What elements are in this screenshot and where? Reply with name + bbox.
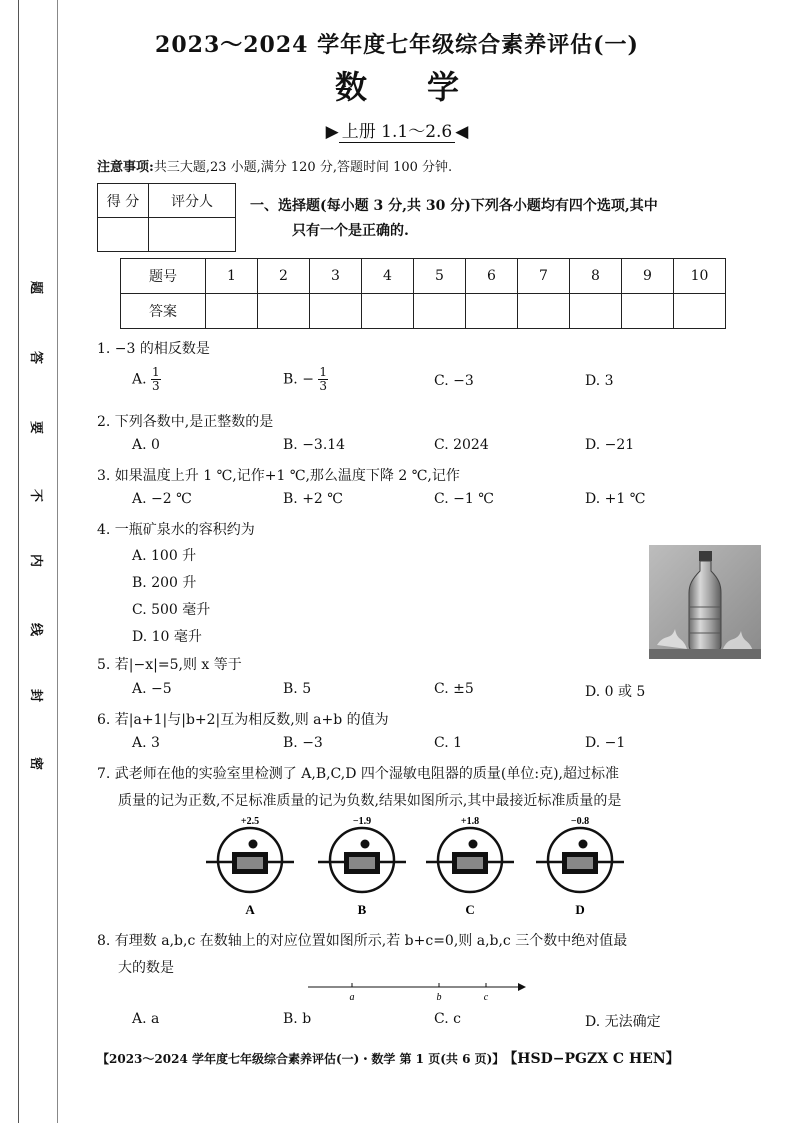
sensor-label: D [575,902,585,917]
sensor-d [536,816,624,917]
answer-cell[interactable] [674,294,726,329]
number-line [300,975,530,1005]
question-number: 9 [622,259,674,294]
binding-line-outer [18,0,19,1123]
question-8-stem-line1: 8. 有理数 a,b,c 在数轴上的对应位置如图所示,若 b+c=0,则 a,b,c 三个数中绝对值最 [97,933,628,949]
binding-line-inner [57,0,58,1123]
question-3-option-b: B. +2 ℃ [283,491,343,507]
answer-cell[interactable] [362,294,414,329]
question-3-option-d: D. +1 ℃ [585,491,646,507]
question-1-option-a: A. $\frac{1}{3}$ [132,365,160,393]
grader-label: 评分人 [149,184,236,218]
question-8-option-b: B. b [283,1011,312,1027]
question-5-option-a: A. −5 [132,681,172,697]
answer-cell[interactable] [414,294,466,329]
question-number: 8 [570,259,622,294]
sensor-label: B [357,902,367,917]
question-7-stem-line1: 7. 武老师在他的实验室里检测了 A,B,C,D 四个湿敏电阻器的质量(单位:克),超过标准 [97,766,619,782]
question-number: 7 [518,259,570,294]
fraction: $\frac{1}{3}$ [319,365,328,393]
question-6-option-d: D. −1 [585,735,626,751]
answer-cell[interactable] [310,294,362,329]
question-6-option-c: C. 1 [434,735,463,751]
section-1-heading [250,194,750,244]
side-char: 密 [28,756,44,771]
sensor-c [426,816,514,917]
question-6-option-a: A. 3 [132,735,160,751]
grader-cell[interactable] [149,218,236,252]
question-2-option-c: C. 2024 [434,437,489,453]
question-number: 2 [258,259,310,294]
label-b: b [436,992,442,1003]
question-4-option-d: D. 10 毫升 [132,629,202,645]
answer-cell[interactable] [518,294,570,329]
question-5-option-c: C. ±5 [434,681,474,697]
side-char: 要 [28,420,44,435]
side-char: 答 [28,350,44,365]
subject-title: 数学 [334,68,519,106]
question-1-option-b: B. − $\frac{1}{3}$ [283,365,328,393]
water-bottle-image [649,545,761,659]
question-6-stem: 6. 若|a+1|与|b+2|互为相反数,则 a+b 的值为 [97,712,389,728]
question-4-option-b: B. 200 升 [132,575,197,591]
section-1-line1: 一、选择题(每小题 3 分,共 30 分)下列各小题均有四个选项,其中 [250,198,658,214]
sensor-figure [196,812,636,922]
score-label: 得 分 [98,184,149,218]
score-cell[interactable] [98,218,149,252]
question-8-option-c: C. c [434,1011,461,1027]
question-8-stem-line2: 大的数是 [118,960,174,976]
sensor-a [206,816,294,917]
side-char: 不 [28,488,44,503]
score-table [97,183,236,252]
question-4-option-c: C. 500 毫升 [132,602,211,618]
chapter-range-text: 上册 1.1～2.6 [339,122,455,143]
question-4-option-a: A. 100 升 [132,548,197,564]
question-3-option-c: C. −1 ℃ [434,491,494,507]
page-title: 2023～2024 学年度七年级综合素养评估(一) [155,32,639,58]
notice-text: 共三大题,23 小题,满分 120 分,答题时间 100 分钟. [153,160,453,175]
question-2-option-b: B. −3.14 [283,437,346,453]
sensor-value: −0.8 [570,816,590,827]
answer-cell[interactable] [206,294,258,329]
question-5-stem: 5. 若|−x|=5,则 x 等于 [97,657,242,673]
answer-cell[interactable] [570,294,622,329]
sensor-value: +1.8 [460,816,480,827]
sensor-value: −1.9 [352,816,372,827]
side-char: 内 [28,553,44,568]
question-number: 5 [414,259,466,294]
question-4-stem: 4. 一瓶矿泉水的容积约为 [97,522,255,538]
section-1-line2: 只有一个是正确的. [292,223,409,239]
sensor-value: +2.5 [240,816,260,827]
fraction: $\frac{1}{3}$ [152,365,160,393]
question-2-stem: 2. 下列各数中,是正整数的是 [97,414,274,430]
label-a: a [349,992,355,1003]
notice-label: 注意事项: [97,160,154,175]
question-2-option-a: A. 0 [132,437,160,453]
arrow-right-icon [518,983,526,991]
answer-table [120,258,726,329]
question-8-option-d: D. 无法确定 [585,1014,661,1030]
label-c: c [483,992,489,1003]
answer-table-answer-label: 答案 [121,294,206,329]
question-number: 1 [206,259,258,294]
question-1-option-c: C. −3 [434,373,474,389]
question-1-option-d: D. 3 [585,373,614,389]
side-char: 封 [28,688,44,703]
footer-code: 【HSD−PGZX C HEN】 [510,1051,680,1067]
question-5-option-d: D. 0 或 5 [585,684,646,700]
question-3-option-a: A. −2 ℃ [132,491,192,507]
question-number: 4 [362,259,414,294]
side-char: 线 [28,622,44,637]
side-char: 题 [28,280,44,295]
page-footer [97,1048,680,1068]
question-6-option-b: B. −3 [283,735,323,751]
question-2-option-d: D. −21 [585,437,635,453]
answer-cell[interactable] [622,294,674,329]
answer-cell[interactable] [466,294,518,329]
answer-cell[interactable] [258,294,310,329]
question-1-stem: 1. −3 的相反数是 [97,341,210,357]
sensor-label: A [245,902,255,917]
question-8-option-a: A. a [132,1011,160,1027]
question-3-stem: 3. 如果温度上升 1 ℃,记作+1 ℃,那么温度下降 2 ℃,记作 [97,468,460,484]
answer-table-header-label: 题号 [121,259,206,294]
sensor-b [318,816,406,917]
question-number: 6 [466,259,518,294]
question-7-stem-line2: 质量的记为正数,不足标准质量的记为负数,结果如图所示,其中最接近标准质量的是 [118,793,622,809]
question-number: 3 [310,259,362,294]
question-number: 10 [674,259,726,294]
question-5-option-b: B. 5 [283,681,312,697]
chapter-range: ▶ 上册 1.1～2.6 ◀ [325,122,469,142]
footer-text: 【2023～2024 学年度七年级综合素养评估(一)・数学 第 1 页(共 6 页)】 [97,1052,505,1066]
sensor-label: C [465,902,475,917]
notice [97,156,452,175]
